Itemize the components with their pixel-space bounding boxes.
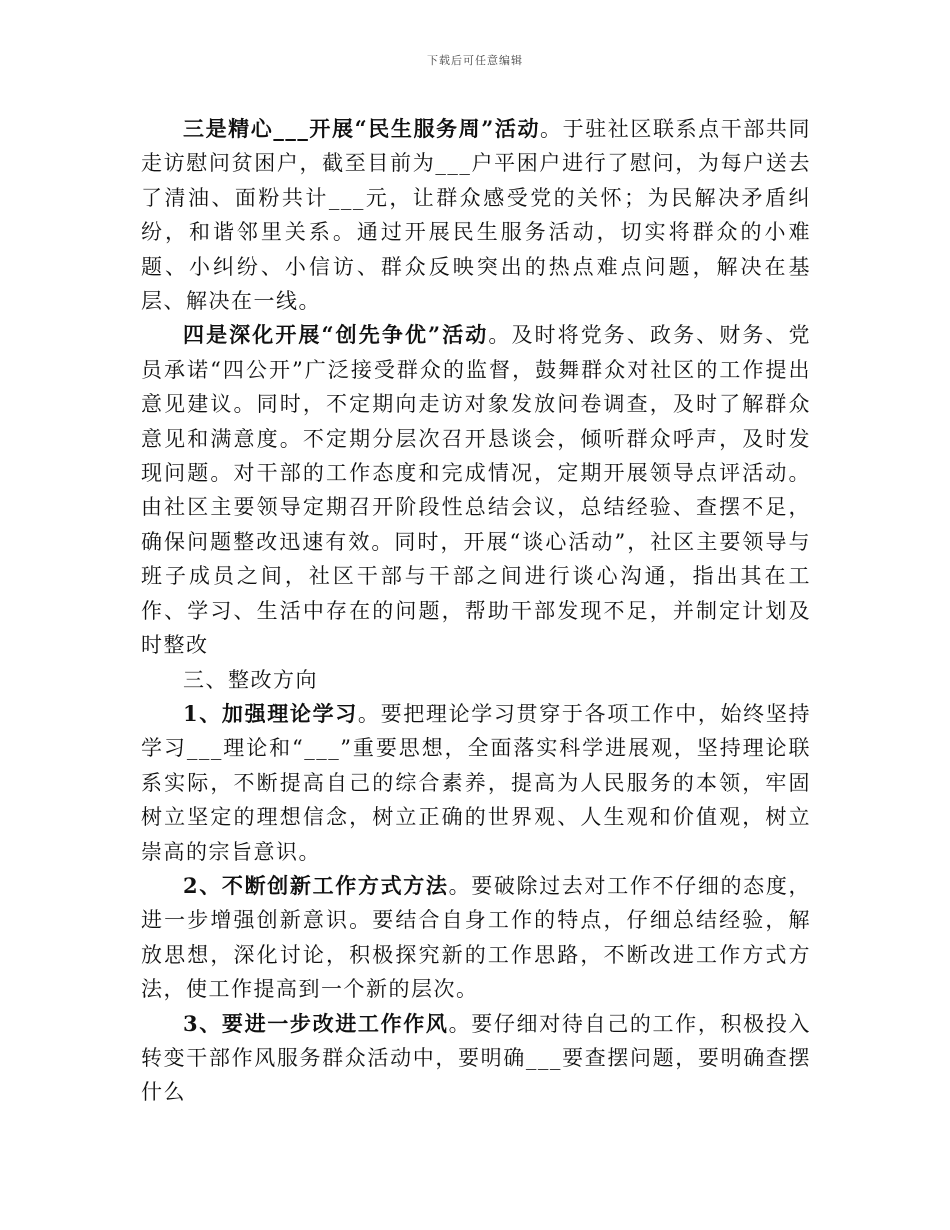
paragraph-text: 。要破除过去对工作不仔细的态度，进一步增强创新意识。要结合自身工作的特点，仔细总结经验，解放思想，深化讨论，积极探究新的工作思路，不断改进工作方式方法，使工作提高到一个新的层次。 <box>141 873 811 1002</box>
paragraph-text: 。要把理论学习贯穿于各项工作中，始终坚持学习___理论和“___”重要思想，全面落实科学进展观，坚持理论联系实际，不断提高自己的综合素养，提高为人民服务的本领，牢固树立坚定的理想信念，树立正确的世界观、人生观和价值观，树立崇高的宗旨意识。 <box>141 701 811 864</box>
paragraph-lead: 四是深化开展“创先争优”活动 <box>183 322 489 348</box>
paragraph-text: 三、整改方向 <box>183 667 318 692</box>
paragraph-theory-study <box>141 697 811 869</box>
paragraph-lead: 1、加强理论学习 <box>183 700 358 726</box>
paragraph-text: 。及时将党务、政务、财务、党员承诺“四公开”广泛接受群众的监督，鼓舞群众对社区的工作提出意见建议。同时，不定期向走访对象发放问卷调查，及时了解群众意见和满意度。不定期分层次召开恳谈会，倾听群众呼声，及时发现问题。对干部的工作态度和完成情况，定期开展领导点评活动。由社区主要领导定期召开阶段性总结会议，总结经验、查摆不足，确保问题整改迅速有效。同时，开展“谈心活动”，社区主要领导与班子成员之间，社区干部与干部之间进行谈心沟通，指出其在工作、学习、生活中存在的问题，帮助干部发现不足，并制定计划及时整改 <box>141 323 811 658</box>
paragraph-community-service-week <box>141 112 811 318</box>
paragraph-lead: 三是精心___开展“民生服务周”活动 <box>183 116 541 141</box>
paragraph-text: 。于驻社区联系点干部共同走访慰问贫困户，截至目前为___户平困户进行了慰问，为每户送去了清油、面粉共计___元，让群众感受党的关怀；为民解决矛盾纠纷，和谐邻里关系。通过开展民生服务活动，切实将群众的小难题、小纠纷、小信访、群众反映突出的热点难点问题，解决在基层、解决在一线。 <box>141 117 811 314</box>
document-body <box>141 112 811 1110</box>
section-heading-rectification-direction <box>141 663 811 697</box>
paragraph-text: 。要仔细对待自己的工作，积极投入转变干部作风服务群众活动中，要明确___要查摆问题，要明确查摆什么 <box>141 1011 811 1105</box>
paragraph-lead: 2、不断创新工作方式方法 <box>183 872 449 898</box>
paragraph-lead: 3、要进一步改进工作作风 <box>183 1010 449 1036</box>
paragraph-innovate-methods <box>141 869 811 1007</box>
page-header: 下载后可任意编辑 <box>427 54 523 67</box>
paragraph-excellence-activity <box>141 318 811 662</box>
paragraph-improve-work-style <box>141 1007 811 1110</box>
